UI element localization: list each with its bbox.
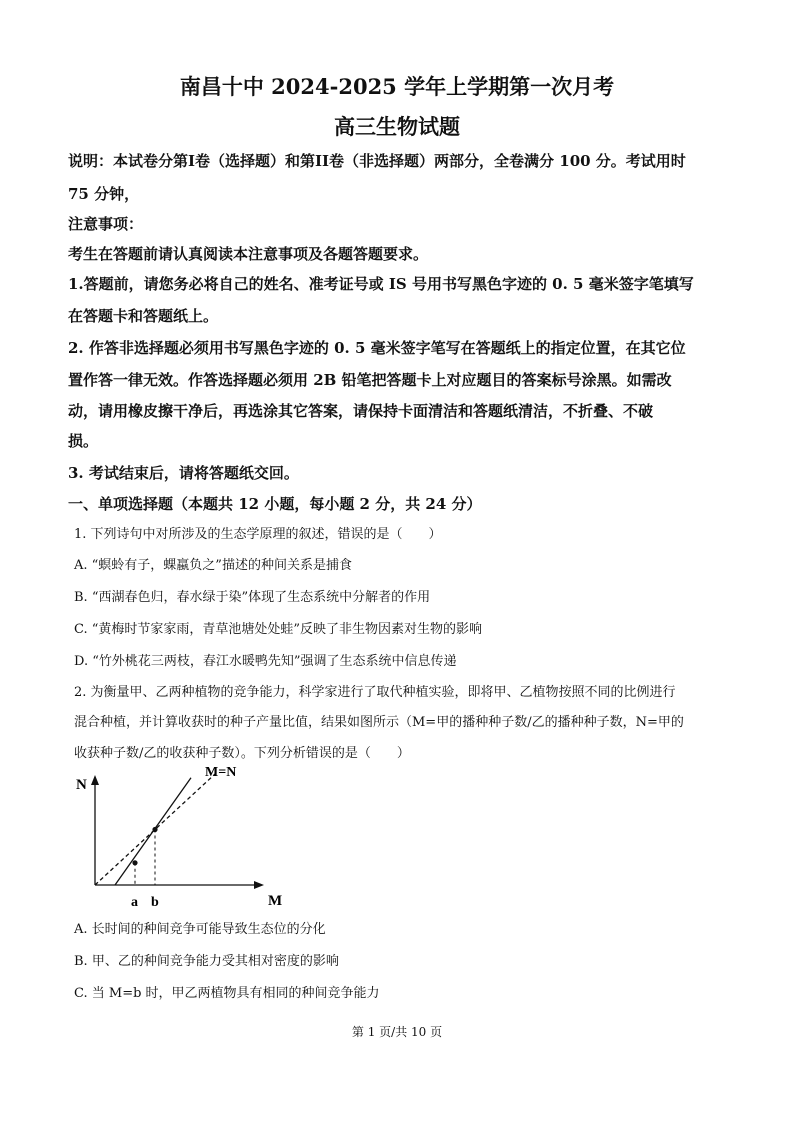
q1-option-b: B. “西湖春色归，春水绿于染”体现了生态系统中分解者的作用 <box>74 590 431 605</box>
tick-label-b: b <box>151 895 159 910</box>
q2-figure <box>60 765 283 915</box>
q2-option-b: B. 甲、乙的种间竞争能力受其相对密度的影响 <box>74 954 339 969</box>
note-2-line-2: 置作答一律无效。作答选择题必须用 2B 铅笔把答题卡上对应题目的答案标号涂黑。如需改 <box>68 371 672 389</box>
notes-intro: 考生在答题前请认真阅读本注意事项及各题答题要求。 <box>68 245 429 263</box>
q1-option-d: D. “竹外桃花三两枝，春江水暖鸭先知”强调了生态系统中信息传递 <box>74 654 457 669</box>
note-1-line-2: 在答题卡和答题纸上。 <box>68 307 219 325</box>
x-axis-label: M <box>268 893 283 909</box>
x-axis-arrow <box>254 881 264 889</box>
instructions-line-1: 说明：本试卷分第I卷（选择题）和第II卷（非选择题）两部分，全卷满分 100 分。考试用时 <box>68 152 686 170</box>
point-b <box>152 827 157 832</box>
y-axis-arrow <box>91 775 99 785</box>
q1-stem: 1. 下列诗句中对所涉及的生态学原理的叙述，错误的是（ ） <box>74 527 442 542</box>
series-label-1: M=N <box>205 765 237 780</box>
note-2-line-4: 损。 <box>68 432 99 450</box>
exam-title: 南昌十中 2024-2025 学年上学期第一次月考 <box>179 74 615 99</box>
note-3: 3. 考试结束后，请将答题纸交回。 <box>68 464 299 482</box>
point-a <box>132 860 137 865</box>
notes-heading: 注意事项： <box>68 215 144 233</box>
section-1-heading: 一、单项选择题（本题共 12 小题，每小题 2 分，共 24 分） <box>68 495 482 513</box>
instructions-line-2: 75 分钟， <box>68 185 140 203</box>
tick-label-a: a <box>131 895 138 910</box>
q2-stem-line-3: 收获种子数/乙的收获种子数）。下列分析错误的是（ ） <box>74 746 410 761</box>
q2-stem-line-1: 2. 为衡量甲、乙两种植物的竞争能力，科学家进行了取代种植实验，即将甲、乙植物按照不同的比例进行 <box>74 685 676 700</box>
note-2-line-3: 动，请用橡皮擦干净后，再选涂其它答案，请保持卡面清洁和答题纸清洁，不折叠、不破 <box>68 402 654 420</box>
q1-option-c: C. “黄梅时节家家雨，青草池塘处处蛙”反映了非生物因素对生物的影响 <box>74 622 483 637</box>
q2-stem-line-2: 混合种植，并计算收获时的种子产量比值，结果如图所示（M=甲的播种种子数/乙的播种种子数，N=甲的 <box>74 715 684 730</box>
note-1-line-1: 1.答题前，请您务必将自己的姓名、准考证号或 IS 号用书写黑色字迹的 0. 5 毫米签字笔填写 <box>68 275 694 293</box>
y-axis-label: N <box>76 777 87 793</box>
page-number: 第 1 页/共 10 页 <box>351 1025 443 1039</box>
exam-subtitle: 高三生物试题 <box>334 114 460 139</box>
note-2-line-1: 2. 作答非选择题必须用书写黑色字迹的 0. 5 毫米签字笔写在答题纸上的指定位置，在其它位 <box>68 339 686 357</box>
q2-option-c: C. 当 M=b 时，甲乙两植物具有相同的种间竞争能力 <box>74 986 380 1001</box>
q2-option-a: A. 长时间的种间竞争可能导致生态位的分化 <box>74 922 326 937</box>
q1-option-a: A. “螟蛉有子，蜾蠃负之”描述的种间关系是捕食 <box>74 558 352 573</box>
